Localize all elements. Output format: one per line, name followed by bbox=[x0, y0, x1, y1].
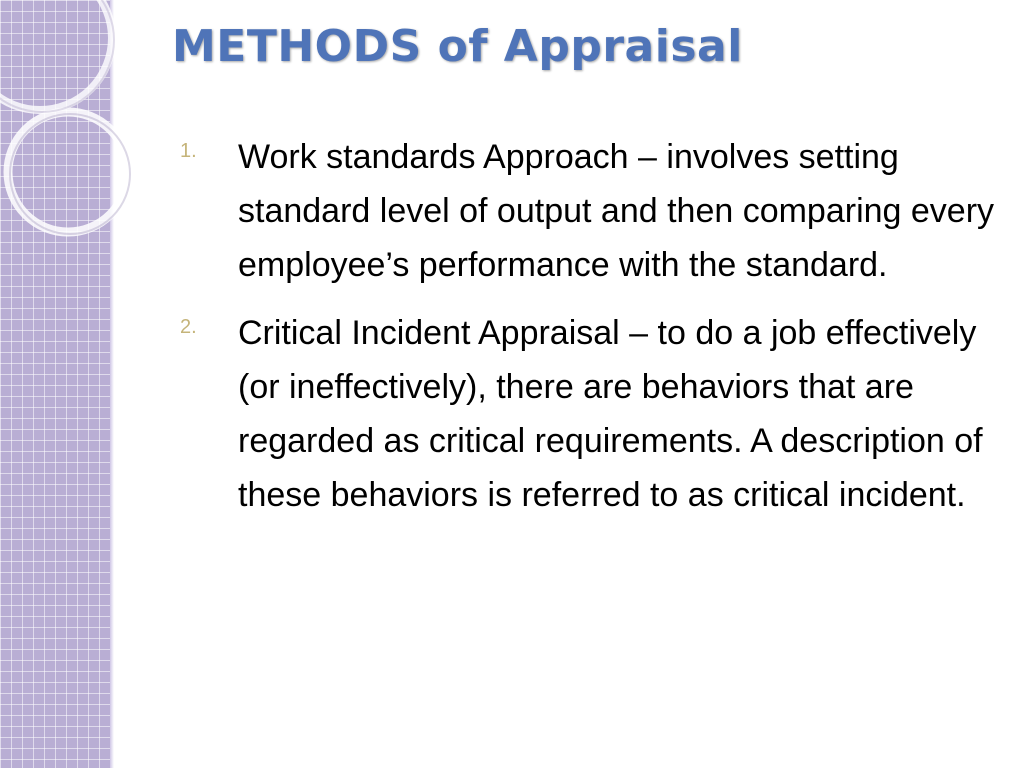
slide-title: METHODS of Appraisal bbox=[172, 21, 743, 72]
list-item-number: 1. bbox=[180, 140, 197, 162]
list-item-text: Critical Incident Appraisal – to do a job effectively (or ineffectively), there are behaviors that are regarded as critical requirements. A description of these behaviors is referred to as critical incident. bbox=[238, 314, 983, 514]
list-item bbox=[180, 130, 1000, 292]
list-item-number: 2. bbox=[180, 316, 197, 338]
side-panel-edge bbox=[110, 0, 114, 768]
list-item-text: Work standards Approach – involves setting standard level of output and then comparing every employee’s performance with the standard. bbox=[238, 138, 995, 284]
numbered-list bbox=[180, 130, 1000, 536]
list-item bbox=[180, 306, 1000, 522]
side-grid-panel bbox=[0, 0, 110, 768]
